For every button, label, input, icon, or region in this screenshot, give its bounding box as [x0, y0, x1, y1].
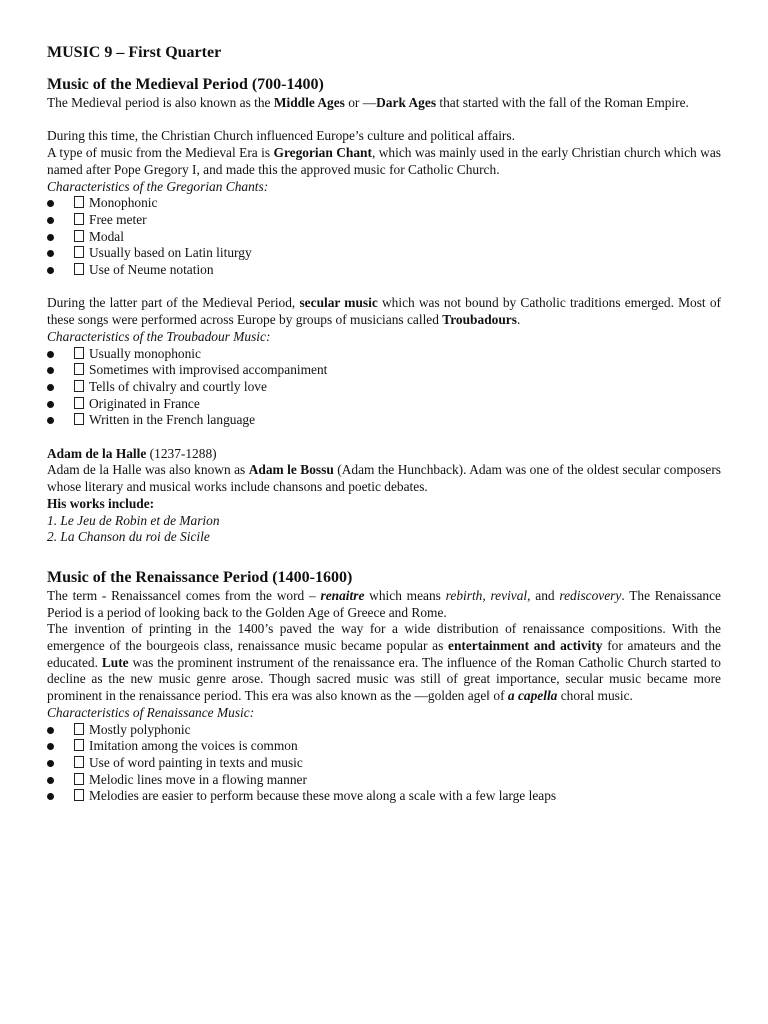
list-item: Mostly polyphonic	[47, 722, 721, 739]
list-item: Use of word painting in texts and music	[47, 755, 721, 772]
work-item: 1. Le Jeu de Robin et de Marion	[47, 512, 220, 528]
renaissance-characteristics-label: Characteristics of Renaissance Music:	[47, 704, 255, 720]
checkbox-glyph-icon	[74, 363, 84, 375]
list-item: Usually monophonic	[47, 346, 721, 363]
checkbox-glyph-icon	[74, 246, 84, 258]
bullet-icon	[47, 743, 54, 750]
secular-paragraph: During the latter part of the Medieval Period, secular music which was not bound by Catholic traditions emerged. Most of these songs were performed across Europe by groups of musicians called Troubadours.	[47, 295, 721, 328]
renaissance-characteristics-list	[47, 722, 721, 806]
checkbox-glyph-icon	[74, 756, 84, 768]
list-item: Usually based on Latin liturgy	[47, 245, 721, 262]
medieval-heading: Music of the Medieval Period (700-1400)	[47, 76, 324, 93]
bullet-icon	[47, 267, 54, 274]
bullet-icon	[47, 760, 54, 767]
list-item: Use of Neume notation	[47, 262, 721, 279]
checkbox-glyph-icon	[74, 213, 84, 225]
checkbox-glyph-icon	[74, 739, 84, 751]
bullet-icon	[47, 250, 54, 257]
bullet-icon	[47, 417, 54, 424]
renaissance-paragraph-2: The invention of printing in the 1400’s paved the way for a wide distribution of renaissance compositions. With the emergence of the bourgeois class, renaissance music became popular as entertainment and activity for amateurs and the educated. Lute was the prominent instrument of the renaissance era. The influence of the Roman Catholic Church started to decline as the new music genre arose. Though sacred music was still of great importance, secular music became more prominent in the renaissance period. This era was also known as the —golden age‖ of a capella choral music.	[47, 621, 721, 704]
checkbox-glyph-icon	[74, 380, 84, 392]
document-title: MUSIC 9 – First Quarter	[47, 44, 222, 61]
list-item: Melodies are easier to perform because these move along a scale with a few large leaps	[47, 788, 721, 805]
checkbox-glyph-icon	[74, 263, 84, 275]
checkbox-glyph-icon	[74, 773, 84, 785]
bullet-icon	[47, 401, 54, 408]
bullet-icon	[47, 367, 54, 374]
bullet-icon	[47, 217, 54, 224]
checkbox-glyph-icon	[74, 723, 84, 735]
checkbox-glyph-icon	[74, 413, 84, 425]
gregorian-paragraph: A type of music from the Medieval Era is Gregorian Chant, which was mainly used in the early Christian church which was named after Pope Gregory I, and made this the approved music for Catholic Church.	[47, 145, 721, 177]
list-item: Written in the French language	[47, 412, 721, 429]
bullet-icon	[47, 200, 54, 207]
list-item: Originated in France	[47, 396, 721, 413]
renaissance-heading: Music of the Renaissance Period (1400-1600)	[47, 568, 353, 586]
gregorian-characteristics-list	[47, 195, 721, 279]
checkbox-glyph-icon	[74, 230, 84, 242]
document-page	[47, 43, 721, 805]
adam-bio: Adam de la Halle was also known as Adam le Bossu (Adam the Hunchback). Adam was one of the oldest secular composers whose literary and musical works include chansons and poetic debates.	[47, 462, 722, 495]
bullet-icon	[47, 727, 54, 734]
bullet-icon	[47, 384, 54, 391]
checkbox-glyph-icon	[74, 196, 84, 208]
gregorian-characteristics-label: Characteristics of the Gregorian Chants:	[47, 178, 269, 194]
troubadour-characteristics-list	[47, 346, 721, 430]
bullet-icon	[47, 351, 54, 358]
checkbox-glyph-icon	[74, 397, 84, 409]
troubadour-characteristics-label: Characteristics of the Troubadour Music:	[47, 328, 271, 344]
bullet-icon	[47, 234, 54, 241]
checkbox-glyph-icon	[74, 789, 84, 801]
work-item: 2. La Chanson du roi de Sicile	[47, 529, 210, 545]
list-item: Modal	[47, 229, 721, 246]
list-item: Imitation among the voices is common	[47, 738, 721, 755]
medieval-intro: The Medieval period is also known as the Middle Ages or —Dark Ages that started with the fall of the Roman Empire.	[47, 95, 689, 110]
list-item: Monophonic	[47, 195, 721, 212]
adam-heading: Adam de la Halle (1237-1288)	[47, 445, 217, 461]
works-label: His works include:	[47, 495, 155, 511]
list-item: Free meter	[47, 212, 721, 229]
list-item: Tells of chivalry and courtly love	[47, 379, 721, 396]
church-paragraph: During this time, the Christian Church influenced Europe’s culture and political affairs.	[47, 128, 515, 144]
bullet-icon	[47, 777, 54, 784]
renaissance-paragraph: The term - Renaissance‖ comes from the word – renaitre which means rebirth, revival, and rediscovery. The Renaissance Period is a period of looking back to the Golden Age of Greece and Rome.	[47, 587, 721, 620]
checkbox-glyph-icon	[74, 347, 84, 359]
list-item: Melodic lines move in a flowing manner	[47, 772, 721, 789]
bullet-icon	[47, 793, 54, 800]
list-item: Sometimes with improvised accompaniment	[47, 362, 721, 379]
